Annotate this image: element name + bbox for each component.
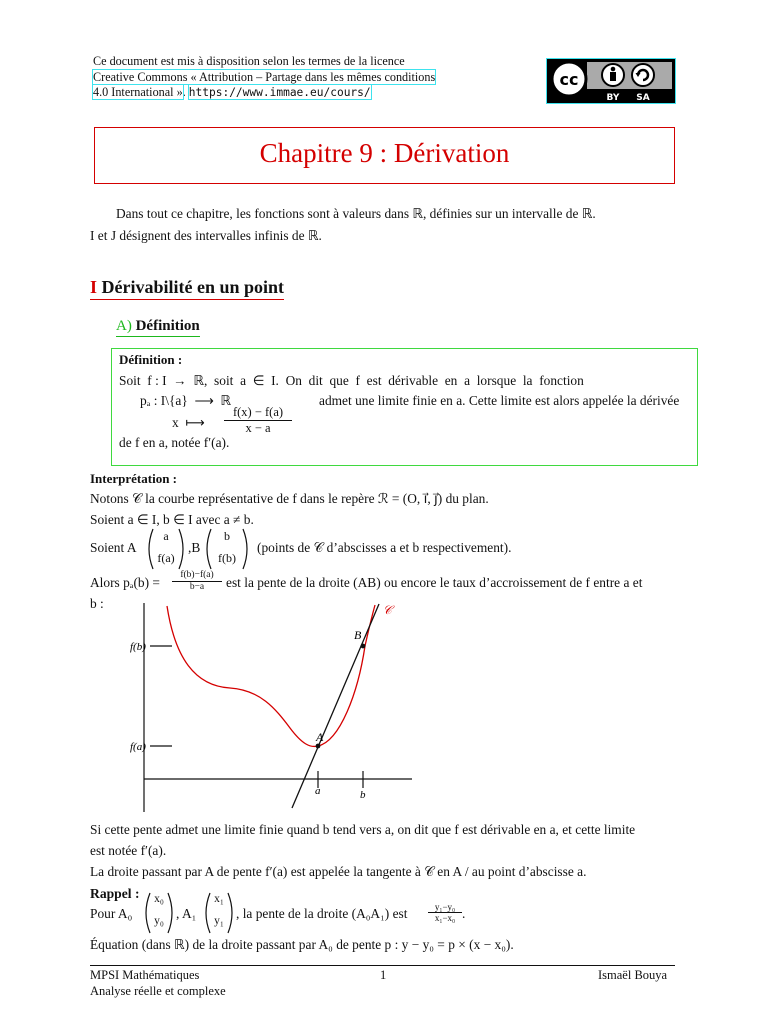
intro-line-1: Dans tout ce chapitre, les fonctions sont à valeurs dans ℝ, définies sur un intervalle de ℝ. xyxy=(116,206,596,221)
license-line-1: Ce document est mis à disposition selon les termes de la licence xyxy=(93,54,405,68)
slope-fraction xyxy=(172,570,222,593)
rappel-heading: Rappel : xyxy=(90,886,140,901)
section-number: I xyxy=(90,277,98,297)
B-label: B xyxy=(354,628,362,642)
definition-last-line: de f en a, notée f′(a). xyxy=(119,435,230,450)
license-notice: Ce document est mis à disposition selon les termes de la licence Creative Commons « Attribution – Partage dans les mêmes conditions 4.0 International ». https://www.immae.eu/cours/ xyxy=(93,54,495,101)
interpretation-line-2: Soient a ∈ I, b ∈ I avec a ≠ b. xyxy=(90,512,254,527)
footer-subject: Analyse réelle et complexe xyxy=(90,984,226,998)
vector-A-top: a xyxy=(163,529,169,543)
rappel-fraction-num: y₁−y₀ xyxy=(428,902,462,913)
section-heading xyxy=(90,277,284,300)
point-A xyxy=(316,744,321,749)
license-link-international[interactable]: 4.0 International » xyxy=(93,85,183,99)
after-line-2: est notée f′(a). xyxy=(90,843,167,858)
chapter-title: Chapitre 9 : Dérivation xyxy=(259,138,510,168)
page-number: 1 xyxy=(380,968,387,982)
interpretation-line-1: Notons 𝒞 la courbe représentative de f dans le repère ℛ = (O, i⃗, j⃗) du plan. xyxy=(90,491,489,506)
rappel-dot: . xyxy=(462,906,466,921)
rappel-v1-bottom: y₁ xyxy=(214,915,224,927)
license-url-link[interactable]: https://www.immae.eu/cours/ xyxy=(188,86,371,99)
secant-line-AB xyxy=(292,604,379,808)
rappel-equation: Équation (dans ℝ) de la droite passant par A₀ de pente p : y − y₀ = p × (x − x₀). xyxy=(90,937,514,952)
rappel-fraction-den: x₁−x₀ xyxy=(434,913,456,923)
fa-label: f(a) xyxy=(130,741,146,753)
cc-by-sa-badge[interactable] xyxy=(546,58,676,104)
license-link-cc[interactable]: Creative Commons « Attribution – Partage dans les mêmes conditions xyxy=(93,69,436,84)
b-label: b xyxy=(360,789,366,801)
a-label: a xyxy=(315,785,321,797)
vector-B-top: b xyxy=(224,529,230,543)
definition-fraction xyxy=(224,405,292,436)
section-label: Dérivabilité en un point xyxy=(101,277,285,297)
slope-lead: Alors pₐ(b) = xyxy=(90,575,160,590)
curve-C xyxy=(167,605,375,746)
chapter-title-box xyxy=(94,127,675,184)
point-B xyxy=(361,644,366,649)
rappel-A1-label: , A₁ xyxy=(176,906,197,921)
definition-x-map: x ⟼ xyxy=(172,415,205,430)
subsection-number: A) xyxy=(116,318,132,334)
footer-course: MPSI Mathématiques xyxy=(90,968,200,982)
rappel-v1-top: x₁ xyxy=(214,893,224,905)
definition-pa-tail: admet une limite finie en a. Cette limite est alors appelée la dérivée xyxy=(319,393,680,408)
rappel-A0-label: Pour A₀ xyxy=(90,906,133,921)
fb-label: f(b) xyxy=(130,641,146,653)
rappel-v0-bottom: y₀ xyxy=(154,915,164,927)
cc-by-sa-logo-icon xyxy=(547,59,675,103)
vector-B-bottom: f(b) xyxy=(218,551,236,565)
interpretation-heading: Interprétation : xyxy=(90,471,178,486)
A-label: A xyxy=(316,730,324,744)
rappel-fraction xyxy=(428,902,462,923)
subsection-heading xyxy=(116,318,200,337)
slope-b-label: b : xyxy=(90,596,104,611)
subsection-label: Définition xyxy=(135,318,200,334)
points-B-label: ,B xyxy=(188,540,201,555)
after-line-3: La droite passant par A de pente f′(a) est appelée la tangente à 𝒞 en A / au point d’abscisse a. xyxy=(90,864,587,879)
intro-line-2: I et J désignent des intervalles infinis de ℝ. xyxy=(90,228,322,243)
C-label: 𝒞 xyxy=(383,603,392,617)
slope-fraction-den: b−a xyxy=(189,582,205,592)
badge-by-label: BY xyxy=(606,93,620,103)
slope-fraction-num: f(b)−f(a) xyxy=(172,570,222,582)
tangent-graph xyxy=(120,598,420,818)
points-label: Soient A xyxy=(90,540,137,555)
definition-line-1: Soit f : I → ℝ, soit a ∈ I. On dit que f est dérivable en a lorsque la fonction xyxy=(119,373,584,388)
definition-pa-map: pₐ : I\{a} ⟶ ℝ xyxy=(140,393,231,408)
footer-author: Ismaël Bouya xyxy=(598,968,668,982)
after-line-1: Si cette pente admet une limite finie quand b tend vers a, on dit que f est dérivable en a, et cette limite xyxy=(90,822,636,837)
points-description: (points de 𝒞 d’abscisses a et b respectivement). xyxy=(257,540,512,555)
definition-fraction-num: f(x) − f(a) xyxy=(224,405,292,421)
rappel-v0-top: x₀ xyxy=(154,893,164,905)
definition-heading: Définition : xyxy=(119,352,183,367)
badge-sa-label: SA xyxy=(636,93,650,103)
footer-rule xyxy=(90,965,675,966)
cc-text: cc xyxy=(559,70,579,89)
slope-description: est la pente de la droite (AB) ou encore le taux d’accroissement de f entre a et xyxy=(226,575,643,590)
definition-fraction-den: x − a xyxy=(245,421,271,435)
rappel-slope-text: , la pente de la droite (A₀A₁) est xyxy=(236,906,408,921)
vector-A-bottom: f(a) xyxy=(157,551,175,565)
